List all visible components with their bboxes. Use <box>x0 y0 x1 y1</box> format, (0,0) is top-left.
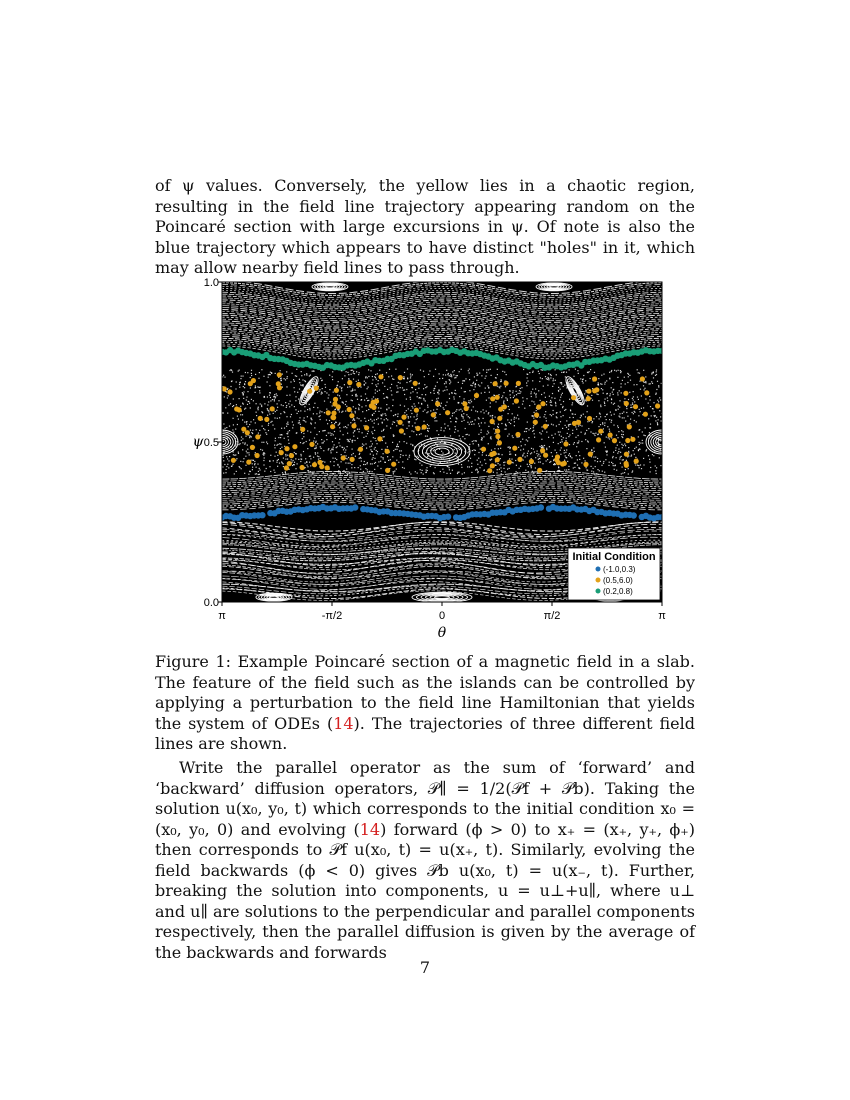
data-point <box>536 404 541 409</box>
data-point <box>255 434 260 439</box>
data-point <box>284 446 289 451</box>
legend-marker <box>596 589 601 594</box>
y-tick-label: 0.0 <box>203 597 219 609</box>
data-point <box>414 408 419 413</box>
data-point <box>474 393 479 398</box>
x-tick-label: π <box>658 610 666 622</box>
data-point <box>594 387 599 392</box>
data-point <box>512 446 517 451</box>
data-point <box>277 372 282 377</box>
data-point <box>358 447 363 452</box>
data-point <box>537 468 542 473</box>
data-point <box>300 427 305 432</box>
data-point <box>445 514 451 520</box>
x-tick-label: -π/2 <box>321 610 343 622</box>
paragraph-bottom <box>155 758 695 963</box>
data-point <box>487 468 492 473</box>
data-point <box>640 376 645 381</box>
data-point <box>497 416 502 421</box>
data-point <box>514 398 519 403</box>
data-point <box>330 415 335 420</box>
data-point <box>495 457 500 462</box>
data-point <box>391 462 396 467</box>
data-point <box>250 445 255 450</box>
data-point <box>571 395 576 400</box>
data-point <box>592 376 597 381</box>
data-point <box>330 424 335 429</box>
data-point <box>259 512 265 518</box>
data-point <box>627 424 632 429</box>
data-point <box>490 419 495 424</box>
data-point <box>378 374 383 379</box>
data-point <box>495 434 500 439</box>
data-point <box>502 404 507 409</box>
data-point <box>332 401 337 406</box>
data-point <box>245 430 250 435</box>
legend <box>568 548 660 600</box>
data-point <box>333 397 338 402</box>
y-tick-label: 1.0 <box>203 277 219 289</box>
data-point <box>287 461 292 466</box>
legend-marker <box>596 567 601 572</box>
data-point <box>490 396 495 401</box>
data-point <box>587 416 592 421</box>
data-point <box>307 389 312 394</box>
data-point <box>495 395 500 400</box>
data-point <box>369 403 374 408</box>
page-number: 7 <box>419 958 431 977</box>
data-point <box>631 512 637 518</box>
data-point <box>312 462 317 467</box>
data-point <box>246 460 251 465</box>
data-point <box>264 417 269 422</box>
data-point <box>515 432 520 437</box>
data-point <box>608 432 613 437</box>
data-point <box>495 429 500 434</box>
y-axis-label: ψ <box>192 434 204 450</box>
data-point <box>586 396 591 401</box>
equation-ref[interactable]: 14 <box>359 819 381 839</box>
data-point <box>540 448 545 453</box>
x-tick-label: 0 <box>438 610 446 622</box>
data-point <box>529 459 534 464</box>
data-point <box>490 463 495 468</box>
data-point <box>625 438 630 443</box>
data-point <box>504 381 509 386</box>
data-point <box>533 420 538 425</box>
data-point <box>555 454 560 459</box>
data-point <box>624 461 629 466</box>
data-point <box>398 420 403 425</box>
data-point <box>497 440 502 445</box>
data-point <box>350 457 355 462</box>
poincare-chart <box>190 270 680 640</box>
data-point <box>543 453 548 458</box>
data-point <box>422 424 427 429</box>
data-point <box>576 420 581 425</box>
data-point <box>624 452 629 457</box>
caption-text-end: ). The trajectories of three different field lines are shown. <box>155 713 695 753</box>
data-point <box>586 389 591 394</box>
data-point <box>279 450 284 455</box>
data-point <box>398 375 403 380</box>
data-point <box>314 386 319 391</box>
data-point <box>377 436 382 441</box>
data-point <box>334 388 339 393</box>
data-point <box>227 389 232 394</box>
data-point <box>364 425 369 430</box>
data-point <box>431 412 436 417</box>
legend-entry-label: (-1.0,0.3) <box>603 565 636 574</box>
data-point <box>385 449 390 454</box>
data-point <box>347 407 352 412</box>
data-point <box>325 465 330 470</box>
data-point <box>445 410 450 415</box>
data-point <box>493 381 498 386</box>
data-point <box>292 444 297 449</box>
legend-entry-label: (0.5,6.0) <box>603 576 633 585</box>
legend-entry-label: (0.2,0.8) <box>603 587 633 596</box>
data-point <box>319 464 324 469</box>
data-point <box>489 452 494 457</box>
data-point <box>415 426 420 431</box>
data-point <box>596 437 601 442</box>
data-point <box>588 452 593 457</box>
data-point <box>258 416 263 421</box>
y-tick-label: 0.5 <box>203 437 219 449</box>
legend-title: Initial Condition <box>572 551 656 563</box>
data-point <box>326 410 331 415</box>
data-point <box>347 380 352 385</box>
data-point <box>516 381 521 386</box>
data-point <box>534 412 539 417</box>
data-point <box>349 413 354 418</box>
data-point <box>289 453 294 458</box>
data-point <box>583 462 588 467</box>
data-point <box>560 461 565 466</box>
paragraph-top: of ψ values. Conversely, the yellow lies in a chaotic region, resulting in the field line trajectory appearing random on the Poincaré section with large excursions in ψ. Of note is also the blue trajectory which appears to have distinct "holes" in it, which may allow nearby field lines to pass through. <box>155 176 695 277</box>
data-point <box>644 390 649 395</box>
caption-text: Figure 1: Example Poincaré section of a magnetic field in a slab. The feature of the field such as the islands can be controlled by applying a perturbation to the field line Hamiltonian that yields the system of ODEs ( <box>155 652 695 733</box>
data-point <box>399 428 404 433</box>
x-axis-label: θ <box>437 625 447 640</box>
data-point <box>623 391 628 396</box>
data-point <box>270 406 275 411</box>
data-point <box>643 412 648 417</box>
data-point <box>538 504 544 510</box>
data-point <box>464 406 469 411</box>
data-point <box>351 423 356 428</box>
data-point <box>633 404 638 409</box>
data-point <box>331 411 336 416</box>
paragraph-text-1: Write the parallel operator as the sum of ‘forward’ and ‘backward’ diffusion operators, 𝒫∥ = 1/2(𝒫f + 𝒫b). Taking the solution u(x₀, y₀, t) which corresponds to the initial condition x₀ = (x₀, y₀, 0) and evolving ( <box>155 758 695 839</box>
data-point <box>277 385 282 390</box>
data-point <box>540 401 545 406</box>
equation-ref[interactable]: 14 <box>333 713 354 733</box>
data-point <box>255 453 260 458</box>
data-point <box>251 378 256 383</box>
paragraph-text-2: ) forward (ϕ > 0) to x₊ = (x₊, y₊, ϕ₊) then corresponds to 𝒫f u(x₀, t) = u(x₊, t). Similarly, evolving the field backwards (ϕ < 0) gives 𝒫b u(x₀, t) = u(x₋, t). Further, breaking the solution into components, u = u⊥+u∥, where u⊥ and u∥ are solutions to the perpendicular and parallel components respectively, then the parallel diffusion is given by the average of the backwards and forwards <box>155 819 695 962</box>
data-point <box>630 437 635 442</box>
data-point <box>598 429 603 434</box>
x-tick-label: π <box>218 610 226 622</box>
data-point <box>352 504 358 510</box>
data-point <box>435 401 440 406</box>
data-point <box>563 441 568 446</box>
data-point <box>341 455 346 460</box>
figure-caption <box>155 652 695 755</box>
data-point <box>401 415 406 420</box>
data-point <box>300 465 305 470</box>
data-point <box>507 460 512 465</box>
data-point <box>517 457 522 462</box>
data-point <box>309 442 314 447</box>
data-point <box>481 447 486 452</box>
data-point <box>284 465 289 470</box>
data-point <box>543 424 548 429</box>
data-point <box>385 468 390 473</box>
legend-marker <box>596 578 601 583</box>
data-point <box>462 401 467 406</box>
data-point <box>234 406 239 411</box>
x-tick-label: π/2 <box>543 610 561 622</box>
poincare-figure <box>190 270 680 640</box>
data-point <box>356 382 361 387</box>
data-point <box>612 438 617 443</box>
data-point <box>231 458 236 463</box>
data-point <box>624 401 629 406</box>
data-point <box>655 403 660 408</box>
data-point <box>634 459 639 464</box>
data-point <box>413 381 418 386</box>
